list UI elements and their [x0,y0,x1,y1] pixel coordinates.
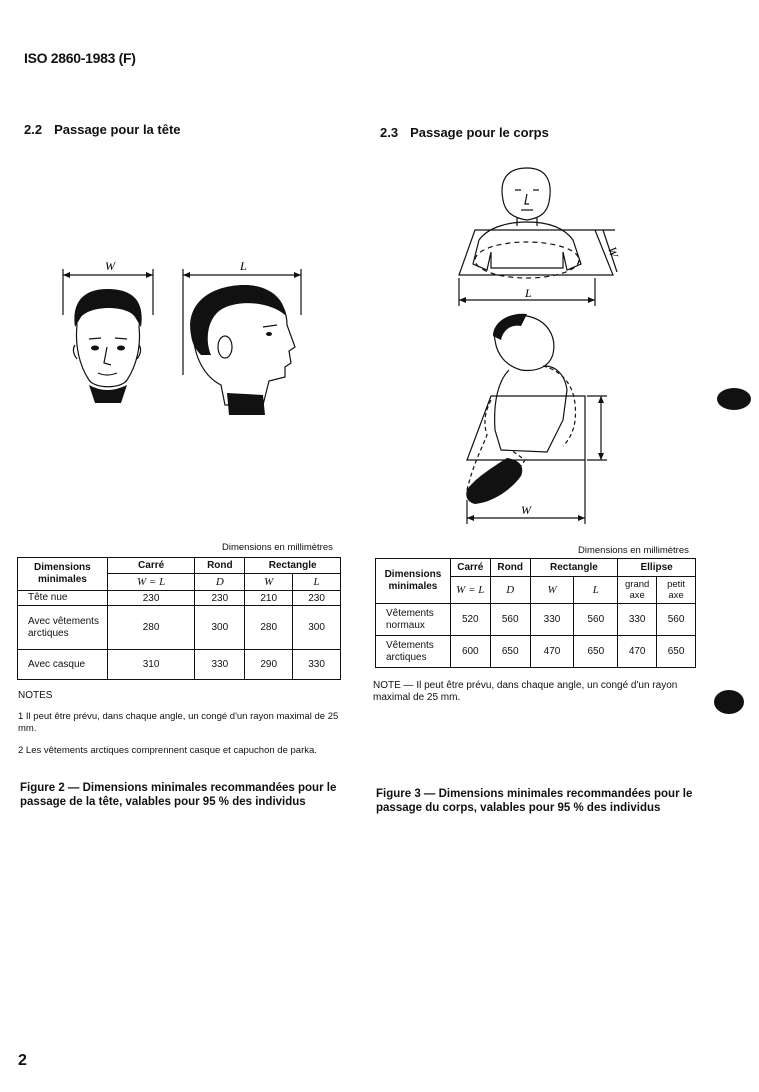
sub-header-l: L [574,577,618,604]
sub-header-petit-axe: petit axe [657,577,696,604]
table-row [18,591,341,606]
col-header-rond: Rond [195,558,245,574]
row-label: Tête nue [18,591,108,606]
row-label: Vêtements normaux [376,604,451,636]
cell: 330 [618,604,657,636]
cell: 230 [195,591,245,606]
col-header-carre: Carré [450,559,490,577]
table-row [376,604,696,636]
head-passage-illustration [55,255,315,425]
sub-header-d: D [195,574,245,591]
cell: 520 [450,604,490,636]
sub-header-w: W [530,577,574,604]
sub-header-grand-axe: grand axe [618,577,657,604]
col-header-rectangle: Rectangle [530,559,618,577]
units-label: Dimensions en millimètres [578,545,689,556]
body-passage-illustration [455,160,625,525]
cell: 560 [657,604,696,636]
punch-hole-mark [716,386,756,416]
sub-header-l: L [293,574,341,591]
cell: 650 [657,636,696,668]
cell: 330 [293,650,341,680]
row-label: Vêtements arctiques [376,636,451,668]
sub-header-w: W [245,574,293,591]
cell: 560 [574,604,618,636]
punch-hole-mark [712,688,752,718]
cell: 330 [195,650,245,680]
cell: 280 [107,606,195,650]
col-header-dimensions: Dimensions minimales [18,558,108,591]
body-upper-width-label: W [605,245,622,259]
note: NOTE — Il peut être prévu, dans chaque angle, un congé d'un rayon maximal de 25 mm. [373,680,678,703]
body-dimensions-table [375,558,696,668]
row-label: Avec casque [18,650,108,680]
cell: 290 [245,650,293,680]
row-label: Avec vêtements arctiques [18,606,108,650]
cell: 330 [530,604,574,636]
col-header-rectangle: Rectangle [245,558,341,574]
section-heading-body [380,125,549,140]
cell: 300 [293,606,341,650]
col-header-ellipse: Ellipse [618,559,696,577]
table-row [376,636,696,668]
document-header: ISO 2860-1983 (F) [24,50,136,66]
figure-2-caption: Figure 2 — Dimensions minimales recommandées pour le passage de la tête, valables pour 95 % des individus [20,782,337,808]
body-upper-length-label: L [525,286,532,300]
cell: 600 [450,636,490,668]
cell: 560 [490,604,530,636]
cell: 230 [293,591,341,606]
sub-header-wl: W = L [450,577,490,604]
section-number: 2.3 [380,125,399,140]
table-row [18,650,341,680]
section-heading-head [24,122,181,137]
head-width-label: W [105,259,115,273]
table-row [18,606,341,650]
cell: 650 [490,636,530,668]
cell: 650 [574,636,618,668]
col-header-rond: Rond [490,559,530,577]
body-lower-width-label: W [521,503,531,517]
note-1: 1 Il peut être prévu, dans chaque angle, un congé d'un rayon maximal de 25 mm. [18,711,339,734]
page-number: 2 [18,1052,27,1069]
head-dimensions-table [17,557,341,680]
cell: 230 [107,591,195,606]
col-header-dimensions: Dimensions minimales [376,559,451,604]
sub-header-wl: W = L [107,574,195,591]
cell: 210 [245,591,293,606]
cell: 300 [195,606,245,650]
cell: 310 [107,650,195,680]
sub-header-d: D [490,577,530,604]
cell: 280 [245,606,293,650]
note-2: 2 Les vêtements arctiques comprennent casque et capuchon de parka. [18,745,317,756]
units-label: Dimensions en millimètres [222,542,333,553]
head-length-label: L [240,259,247,273]
col-header-carre: Carré [107,558,195,574]
section-number: 2.2 [24,122,43,137]
notes-title: NOTES [18,690,53,701]
figure-3-caption: Figure 3 — Dimensions minimales recommandées pour le passage du corps, valables pour 95 % des individus [376,788,693,814]
cell: 470 [618,636,657,668]
section-title: Passage pour la tête [54,122,181,137]
cell: 470 [530,636,574,668]
section-title: Passage pour le corps [410,125,549,140]
